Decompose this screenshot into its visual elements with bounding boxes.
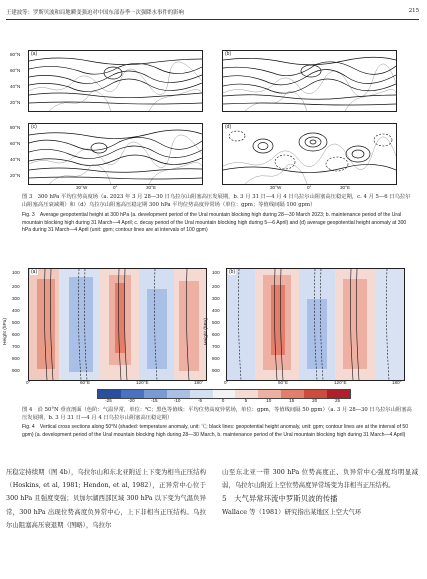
section-title: 5 大气异常环流中罗斯贝波的传播 xyxy=(222,494,338,504)
figure-4-ytick: 100 xyxy=(12,270,20,275)
colorbar-tick-label: 10 xyxy=(266,398,272,403)
figure-3-panel-b xyxy=(222,50,397,112)
colorbar-tick-label: 5 xyxy=(244,398,248,403)
colorbar-swatch xyxy=(190,390,213,398)
figure-3-xtick: 30°E xyxy=(340,185,351,190)
colorbar-swatch xyxy=(144,390,167,398)
colorbar-tick-label: -15 xyxy=(150,398,158,403)
figure-4-ytick: 900 xyxy=(212,368,220,373)
figure-3-xtick: 30°E xyxy=(146,185,157,190)
body-paragraph: Wallace 等（1981）研究指出某地区上空大气环 xyxy=(222,507,362,516)
body-right-column xyxy=(222,466,418,519)
figure-4-ytick: 800 xyxy=(12,356,20,361)
colorbar-tick-label: 25 xyxy=(334,398,341,403)
figure-3-panel-c xyxy=(28,123,203,185)
figure-3-ytick: 80°N xyxy=(10,125,21,130)
figure-4-panel-b xyxy=(226,268,405,381)
figure-4-ytick: 600 xyxy=(212,332,220,337)
figure-3-panel-c-map xyxy=(29,124,202,184)
figure-4-caption xyxy=(22,407,413,439)
figure-4-ytick: 300 xyxy=(12,296,20,301)
figure-4-xtick: 120°E xyxy=(136,380,149,385)
figure-4-ytick: 500 xyxy=(12,320,20,325)
figure-3-xtick: 30°W xyxy=(76,185,88,190)
figure-4-xtick: 180° xyxy=(194,380,204,385)
figure-3-panel-d-label: (d) xyxy=(225,124,232,130)
body-paragraph: 山至东北亚一带 300 hPa 位势高度正、负异常中心强度均明显减弱，乌拉尔山附近上空位势高度异常场变为非相当正压结构。 xyxy=(222,468,418,490)
figure-4-xtick: 60°E xyxy=(80,380,91,385)
colorbar-swatch xyxy=(167,390,190,398)
body-paragraph: 压稳定持续期（图 4b），乌拉尔山和东北亚附近上下变为相当正压结构（Hoskins, et al, 1981; Hendon, et al, 1982），正异常中心位于 300 hPa 且强度变强；贝加尔湖西部区域 300 hPa 以下变为气温负异常，300 hPa 出现位势高度负异常中心，上下非相当正压结构。乌拉尔山阻塞高压衰退期（图略），乌拉尔 xyxy=(6,468,206,529)
figure-4-xtick: 0° xyxy=(26,380,31,385)
figure-3-ytick: 20°N xyxy=(10,173,21,178)
colorbar-tick-label: 15 xyxy=(289,398,295,403)
figure-3-xtick: 0° xyxy=(307,185,312,190)
figure-3-ytick: 40°N xyxy=(10,84,21,89)
figure-4-panel-b-label: (b) xyxy=(229,269,236,275)
figure-3-ytick: 20°N xyxy=(10,100,21,105)
figure-4-panel-b-section xyxy=(227,269,404,380)
header-rule xyxy=(6,19,419,20)
colorbar-tick-label: 20 xyxy=(312,398,318,403)
figure-3-ytick: 80°N xyxy=(10,52,21,57)
colorbar-tick-label: -20 xyxy=(128,398,135,403)
figure-4-ytick: 800 xyxy=(212,356,220,361)
figure-4-ytick: 200 xyxy=(212,284,220,289)
colorbar-tick-label: -5 xyxy=(198,398,203,403)
figure-4-panel-a-section xyxy=(29,269,206,380)
figure-4-ytick: 200 xyxy=(12,284,20,289)
figure-4-ytick: 400 xyxy=(212,308,220,313)
figure-4-xtick: 180° xyxy=(392,380,402,385)
running-header-title: 王建波等：罗斯贝波和局地瞬变强迫对中国东部春季一次强降水事件的影响 xyxy=(6,10,184,16)
figure-4-caption-en: Fig. 4 Vertical cross sections along 50°N (shaded: temperature anomaly, unit: ℃; black lines: geopotential height anomaly, unit: gpm; contour lines are at the interval of 50 gpm) (a. development period of the Ural mountain blocking high during 28—30 March, b. maintenance period of the Ural mountain blocking high during 31 March—4 April) xyxy=(22,424,409,438)
figure-4-ytick: 900 xyxy=(12,368,20,373)
figure-3-panel-a xyxy=(28,50,203,112)
figure-4-caption-cn: 图 4 沿 50°N 垂直剖面（色阶：气温异常，单位：℃；黑色等值线：平均位势高度异常场，单位：gpm，等值线间隔 50 gpm）（a. 3 月 28—30 日乌拉尔山阻塞高压发展期，b. 3 月 31 日—4 月 4 日乌拉尔山阻塞高压稳定期） xyxy=(22,407,412,421)
colorbar-swatch xyxy=(327,390,350,398)
colorbar-swatch xyxy=(213,390,236,398)
colorbar-swatch xyxy=(304,390,327,398)
figure-3-caption-cn: 图 3 300 hPa 平均位势高度场（a. 2023 年 3 月 28—30 日乌拉尔山阻塞高压发展期，b. 3 月 31 日—4 月 4 日乌拉尔山阻塞高压稳定期，c. 4 月 5—6 日乌拉尔山阻塞高压衰减期）和（d）乌拉尔山阻塞高压稳定期 300 hPa 平均位势高度异常场（单位：gpm；等值线间隔 100 gpm） xyxy=(22,194,411,208)
figure-3-panel-b-label: (b) xyxy=(225,51,232,57)
figure-4-ytick: 700 xyxy=(212,344,220,349)
figure-3-panel-d-map xyxy=(223,124,396,184)
figure-4-ytick: 100 xyxy=(212,270,220,275)
figure-4-ytick: 700 xyxy=(12,344,20,349)
figure-3-panel-b-map xyxy=(223,51,396,111)
figure-4-xtick: 120°E xyxy=(334,380,347,385)
figure-4-panel-b-ylabel: Height (hPa) xyxy=(204,318,209,345)
figure-4-ytick: 600 xyxy=(12,332,20,337)
figure-4-ytick: 400 xyxy=(12,308,20,313)
figure-4-panel-a xyxy=(28,268,207,381)
figure-3-panel-a-map xyxy=(29,51,202,111)
figure-3-ytick: 60°N xyxy=(10,68,21,73)
colorbar-tick-label: 0 xyxy=(221,398,225,403)
figure-4-xtick: 60°E xyxy=(278,380,289,385)
figure-4-ytick: 300 xyxy=(212,296,220,301)
figure-3-ytick: 60°N xyxy=(10,141,21,146)
colorbar-swatch xyxy=(258,390,281,398)
colorbar-tick-label: -25 xyxy=(105,398,112,403)
figure-4-xtick: 0° xyxy=(224,380,229,385)
figure-4-panel-a-ylabel: Height (hPa) xyxy=(3,318,8,345)
figure-3-caption-en: Fig. 3 Average geopotential height at 300 hPa (a. development period of the Ural mountain blocking high during 28—30 March 2023; b. maintenance period of the Ural mountain blocking high during 31 March—4 April; c. decay period of the Ural mountain blocking high during 5—6 April) and (d) average geopotential height anomaly at 300 hPa during 31 March—4 April (unit: gpm; contour lines are at intervals of 100 gpm) xyxy=(22,212,407,234)
colorbar-tick-label: -10 xyxy=(173,398,181,403)
running-header xyxy=(6,6,419,18)
figure-4-ytick: 500 xyxy=(212,320,220,325)
figure-3-xtick: 30°W xyxy=(270,185,282,190)
figure-3-caption xyxy=(22,194,413,235)
figure-3-xtick: 0° xyxy=(113,185,118,190)
colorbar-swatch xyxy=(235,390,258,398)
figure-4-panel-a-label: (a) xyxy=(31,269,38,275)
figure-3-panel-c-label: (c) xyxy=(31,124,37,130)
body-left-column xyxy=(6,466,206,532)
figure-3-panel-a-label: (a) xyxy=(31,51,38,57)
colorbar-swatch xyxy=(121,390,144,398)
page-number: 215 xyxy=(408,8,419,14)
figure-3-panel-d xyxy=(222,123,397,185)
colorbar-swatch xyxy=(281,390,304,398)
figure-3-ytick: 40°N xyxy=(10,157,21,162)
colorbar-swatch xyxy=(98,390,121,398)
